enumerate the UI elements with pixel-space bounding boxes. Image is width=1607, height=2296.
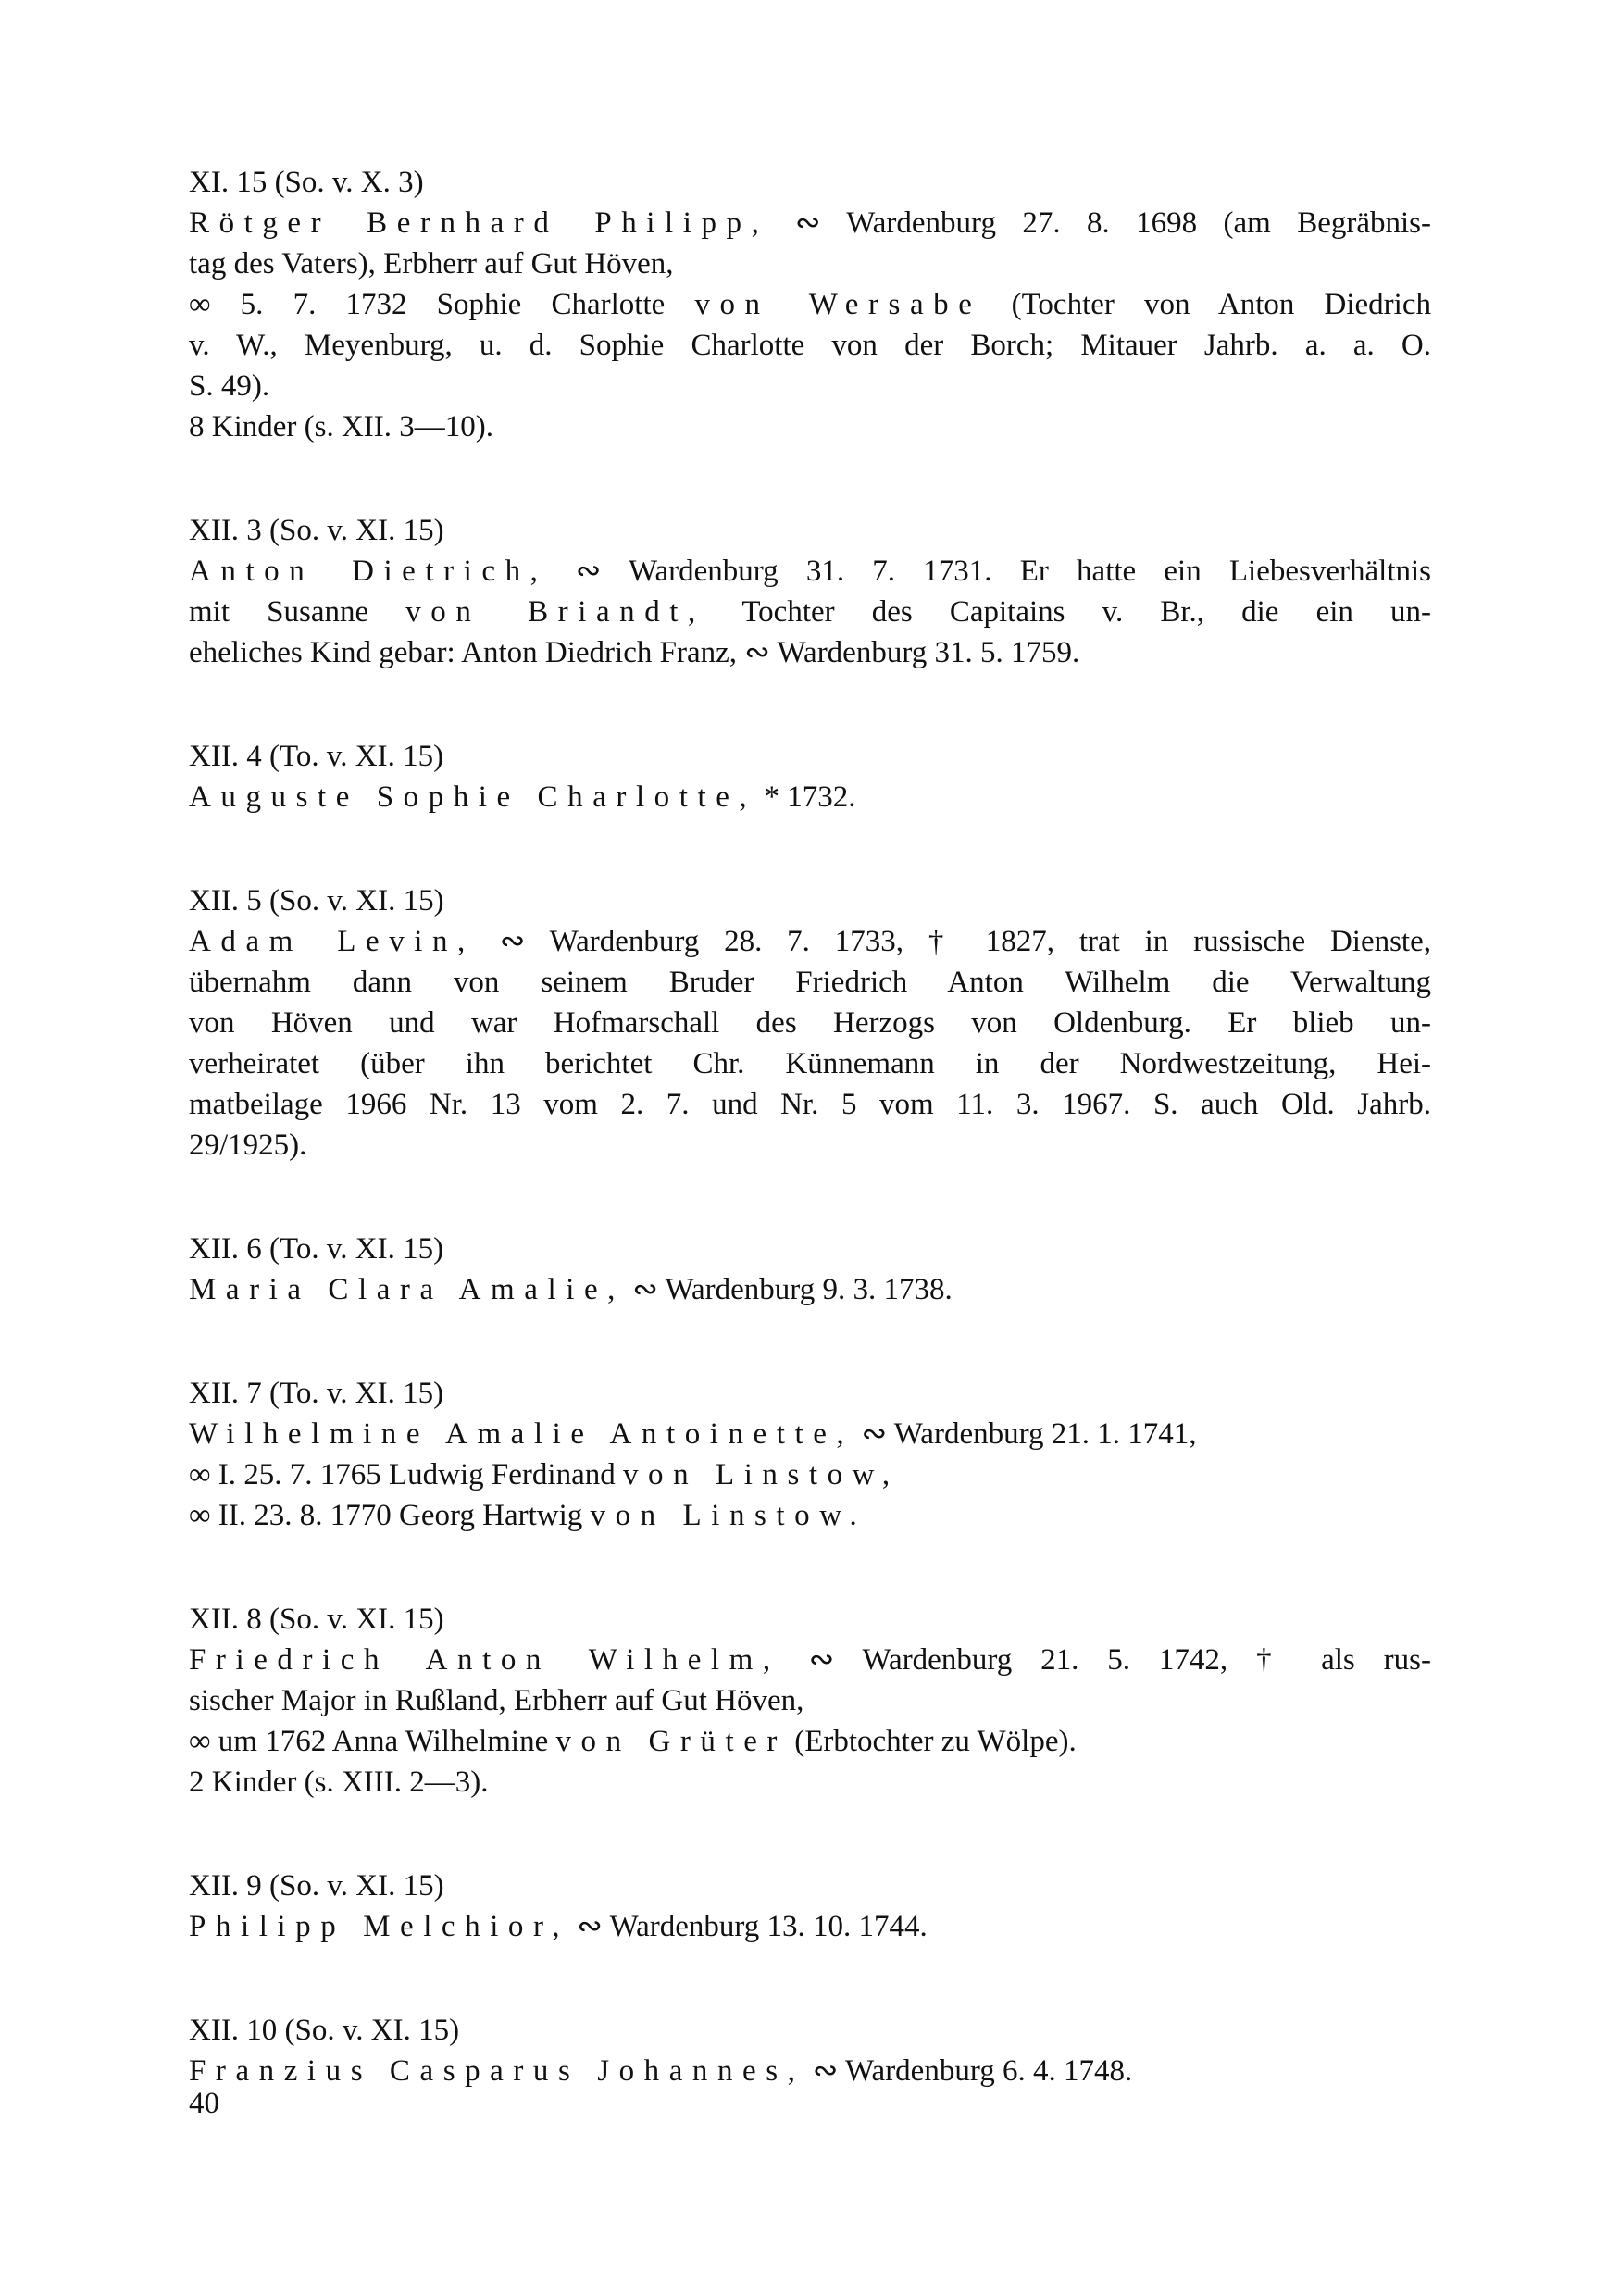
text-fragment: mit Susanne (189, 595, 406, 629)
entry-text (189, 551, 1431, 673)
text-fragment: ∾ Wardenburg 27. 8. 1698 (am Begräbnis- (768, 206, 1431, 240)
genealogy-entry (189, 510, 1431, 673)
text-fragment: Tochter des Capitains v. Br., die ein un- (704, 595, 1431, 629)
text-line (189, 1906, 1431, 1947)
text-fragment: matbeilage 1966 Nr. 13 vom 2. 7. und Nr. 5 vom 11. 3. 1967. S. auch Old. Jahrb. (189, 1088, 1431, 1121)
spaced-name: von Grüter (555, 1725, 787, 1758)
text-fragment: von Höven und war Hofmarschall des Herzogs von Oldenburg. Er blieb un- (189, 1006, 1431, 1040)
text-fragment: ∞ um 1762 Anna Wilhelmine (189, 1725, 556, 1758)
spaced-name: Franzius Casparus Johannes, (189, 2054, 805, 2088)
genealogy-entry (189, 1373, 1431, 1536)
spaced-name: Friedrich Anton Wilhelm, (189, 1643, 780, 1677)
entry-text (189, 921, 1431, 1166)
entry-reference: XII. 3 (So. v. XI. 15) (189, 514, 444, 547)
text-fragment: * 1732. (756, 780, 856, 814)
text-line (189, 1043, 1431, 1084)
entry-text (189, 1269, 1431, 1310)
text-fragment: eheliches Kind gebar: Anton Diedrich Franz, ∾ Wardenburg 31. 5. 1759. (189, 636, 1080, 669)
spaced-name: Philipp Melchior, (189, 1910, 570, 1943)
text-line (189, 1495, 1431, 1536)
entry-text (189, 1640, 1431, 1803)
text-line (189, 632, 1431, 673)
text-line (189, 203, 1431, 243)
spaced-name: von Briandt, (405, 595, 705, 629)
spaced-name: Adam Levin, (189, 925, 475, 958)
text-line (189, 1414, 1431, 1454)
text-line (189, 1721, 1431, 1762)
genealogy-entry (189, 162, 1431, 447)
text-line (189, 777, 1431, 817)
text-fragment: (Erbtochter zu Wölpe). (786, 1725, 1077, 1758)
genealogy-entry (189, 2010, 1431, 2091)
text-fragment: ∾ Wardenburg 13. 10. 1744. (569, 1910, 928, 1943)
entry-reference: XII. 7 (To. v. XI. 15) (189, 1377, 444, 1410)
text-fragment: (Tochter von Anton Diedrich (981, 288, 1431, 321)
text-line (189, 1084, 1431, 1125)
spaced-name: Wilhelmine Amalie Antoinette, (189, 1417, 854, 1451)
entry-reference: XII. 5 (So. v. XI. 15) (189, 884, 444, 917)
text-fragment: v. W., Meyenburg, u. d. Sophie Charlotte von der Borch; Mitauer Jahrb. a. a. O. (189, 329, 1431, 362)
spaced-name: Auguste Sophie Charlotte, (189, 780, 757, 814)
text-line (189, 1269, 1431, 1310)
text-fragment: übernahm dann von seinem Bruder Friedrich Anton Wilhelm die Verwaltung (189, 966, 1431, 999)
entry-text (189, 1906, 1431, 1947)
text-fragment: ∾ Wardenburg 9. 3. 1738. (624, 1273, 953, 1306)
text-fragment: 29/1925). (189, 1129, 307, 1162)
spaced-name: von Linstow. (590, 1499, 867, 1532)
text-line (189, 551, 1431, 592)
text-fragment: ∾ Wardenburg 28. 7. 1733, † 1827, trat in russische Dienste, (474, 925, 1432, 958)
text-fragment: verheiratet (über ihn berichtet Chr. Künnemann in der Nordwestzeitung, Hei- (189, 1047, 1431, 1080)
entry-reference: XII. 6 (To. v. XI. 15) (189, 1232, 444, 1266)
text-fragment: 8 Kinder (s. XII. 3—10). (189, 410, 494, 443)
text-line (189, 1680, 1431, 1721)
text-line (189, 366, 1431, 406)
entry-text (189, 777, 1431, 817)
text-fragment: ∞ I. 25. 7. 1765 Ludwig Ferdinand (189, 1458, 623, 1491)
entry-reference: XII. 8 (So. v. XI. 15) (189, 1603, 444, 1636)
text-fragment: ∞ 5. 7. 1732 Sophie Charlotte (189, 288, 695, 321)
spaced-name: Rötger Bernhard Philipp, (189, 206, 769, 240)
text-line (189, 962, 1431, 1003)
genealogy-entry (189, 1229, 1431, 1310)
text-line (189, 921, 1431, 962)
text-line (189, 243, 1431, 284)
entry-reference: XII. 4 (To. v. XI. 15) (189, 740, 444, 773)
text-fragment: ∞ II. 23. 8. 1770 Georg Hartwig (189, 1499, 591, 1532)
page-number: 40 (189, 2087, 219, 2120)
text-line (189, 2051, 1431, 2091)
document-page (189, 162, 1431, 2154)
text-fragment: 2 Kinder (s. XIII. 2—3). (189, 1766, 489, 1799)
entry-text (189, 203, 1431, 447)
genealogy-entry (189, 1599, 1431, 1803)
entry-text (189, 1414, 1431, 1536)
spaced-name: Maria Clara Amalie, (189, 1273, 625, 1306)
genealogy-entry (189, 736, 1431, 817)
text-line (189, 1762, 1431, 1803)
spaced-name: von Linstow, (622, 1458, 900, 1491)
entry-reference: XII. 9 (So. v. XI. 15) (189, 1869, 444, 1903)
text-line (189, 325, 1431, 366)
text-fragment: ∾ Wardenburg 6. 4. 1748. (804, 2054, 1133, 2088)
text-fragment: S. 49). (189, 369, 270, 403)
text-fragment: ∾ Wardenburg 21. 1. 1741, (853, 1417, 1197, 1451)
genealogy-entry (189, 1866, 1431, 1947)
spaced-name: von Wersabe (694, 288, 982, 321)
text-line (189, 284, 1431, 325)
text-line (189, 1125, 1431, 1166)
genealogy-entry (189, 880, 1431, 1166)
entry-reference: XII. 10 (So. v. XI. 15) (189, 2014, 460, 2047)
text-line (189, 406, 1431, 447)
text-fragment: ∾ Wardenburg 31. 7. 1731. Er hatte ein Liebesverhältnis (547, 555, 1431, 588)
text-fragment: sischer Major in Rußland, Erbherr auf Gut Höven, (189, 1684, 804, 1717)
spaced-name: Anton Dietrich, (189, 555, 548, 588)
text-fragment: tag des Vaters), Erbherr auf Gut Höven, (189, 247, 674, 281)
text-line (189, 592, 1431, 632)
text-line (189, 1640, 1431, 1680)
entry-text (189, 2051, 1431, 2091)
text-line (189, 1454, 1431, 1495)
entry-reference: XI. 15 (So. v. X. 3) (189, 166, 424, 199)
text-fragment: ∾ Wardenburg 21. 5. 1742, † als rus- (779, 1643, 1431, 1677)
text-line (189, 1003, 1431, 1043)
